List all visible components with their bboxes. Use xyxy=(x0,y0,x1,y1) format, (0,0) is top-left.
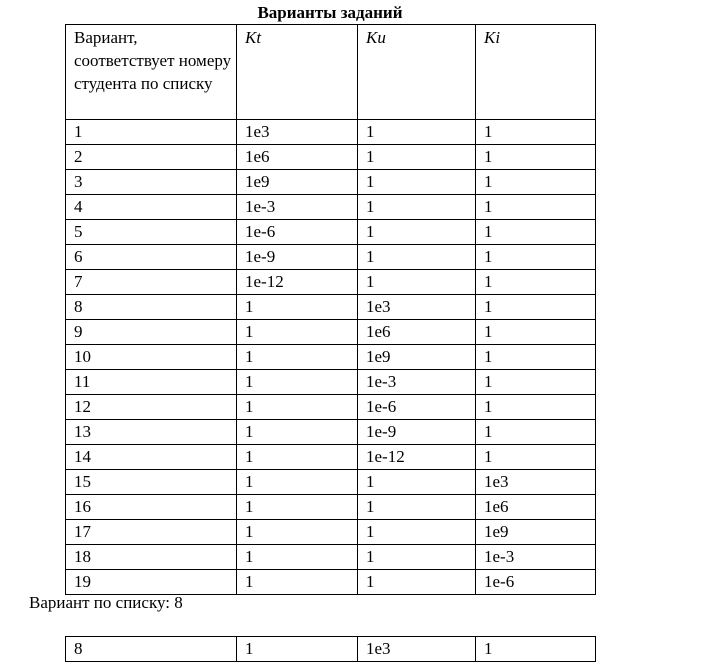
cell-ki: 1 xyxy=(476,120,596,145)
table-row xyxy=(66,270,596,295)
cell-ku: 1 xyxy=(358,545,476,570)
cell-kt: 1 xyxy=(237,445,358,470)
cell-kt: 1 xyxy=(237,320,358,345)
selected-kt: 1 xyxy=(237,637,358,662)
cell-ki: 1 xyxy=(476,370,596,395)
cell-ku: 1 xyxy=(358,495,476,520)
selected-row xyxy=(66,637,596,662)
cell-kt: 1e-3 xyxy=(237,195,358,220)
header-ki: Ki xyxy=(476,25,596,120)
cell-variant: 12 xyxy=(66,395,237,420)
header-kt: Kt xyxy=(237,25,358,120)
cell-variant: 6 xyxy=(66,245,237,270)
table-row xyxy=(66,220,596,245)
cell-ki: 1e-6 xyxy=(476,570,596,595)
cell-variant: 1 xyxy=(66,120,237,145)
cell-kt: 1e-12 xyxy=(237,270,358,295)
cell-ku: 1 xyxy=(358,195,476,220)
cell-ki: 1 xyxy=(476,445,596,470)
cell-variant: 19 xyxy=(66,570,237,595)
table-row xyxy=(66,195,596,220)
cell-ku: 1 xyxy=(358,570,476,595)
table-row xyxy=(66,245,596,270)
cell-ku: 1e6 xyxy=(358,320,476,345)
cell-ki: 1 xyxy=(476,245,596,270)
table-row xyxy=(66,545,596,570)
cell-kt: 1 xyxy=(237,495,358,520)
cell-kt: 1 xyxy=(237,295,358,320)
cell-ku: 1 xyxy=(358,220,476,245)
cell-ku: 1e-9 xyxy=(358,420,476,445)
cell-ki: 1e9 xyxy=(476,520,596,545)
cell-kt: 1e6 xyxy=(237,145,358,170)
selected-ku: 1e3 xyxy=(358,637,476,662)
cell-kt: 1 xyxy=(237,345,358,370)
table-row xyxy=(66,145,596,170)
variants-table xyxy=(65,24,596,595)
cell-ki: 1 xyxy=(476,145,596,170)
cell-variant: 3 xyxy=(66,170,237,195)
cell-ki: 1e-3 xyxy=(476,545,596,570)
table-row xyxy=(66,420,596,445)
cell-ki: 1 xyxy=(476,295,596,320)
cell-kt: 1e3 xyxy=(237,120,358,145)
header-ku: Ku xyxy=(358,25,476,120)
table-row xyxy=(66,170,596,195)
table-row xyxy=(66,395,596,420)
cell-ku: 1 xyxy=(358,145,476,170)
cell-ki: 1 xyxy=(476,195,596,220)
table-row xyxy=(66,345,596,370)
cell-ku: 1e-12 xyxy=(358,445,476,470)
table-row xyxy=(66,445,596,470)
cell-ku: 1 xyxy=(358,170,476,195)
header-variant: Вариант, соответствует номеру студента по списку xyxy=(66,25,237,120)
table-header-row xyxy=(66,25,596,120)
selected-variant: 8 xyxy=(66,637,237,662)
page-title: Варианты заданий xyxy=(257,3,403,22)
cell-ku: 1e-3 xyxy=(358,370,476,395)
table-row xyxy=(66,320,596,345)
cell-ki: 1e6 xyxy=(476,495,596,520)
cell-kt: 1 xyxy=(237,420,358,445)
table-row xyxy=(66,470,596,495)
cell-kt: 1 xyxy=(237,545,358,570)
table-row xyxy=(66,520,596,545)
cell-ki: 1 xyxy=(476,220,596,245)
table-row xyxy=(66,370,596,395)
cell-ku: 1 xyxy=(358,270,476,295)
cell-variant: 4 xyxy=(66,195,237,220)
cell-ki: 1 xyxy=(476,395,596,420)
cell-kt: 1e-6 xyxy=(237,220,358,245)
cell-variant: 11 xyxy=(66,370,237,395)
table-row xyxy=(66,570,596,595)
cell-variant: 8 xyxy=(66,295,237,320)
cell-ki: 1 xyxy=(476,420,596,445)
cell-variant: 18 xyxy=(66,545,237,570)
cell-ki: 1 xyxy=(476,270,596,295)
selected-variant-table xyxy=(65,636,596,662)
cell-variant: 5 xyxy=(66,220,237,245)
cell-kt: 1 xyxy=(237,370,358,395)
cell-ki: 1 xyxy=(476,345,596,370)
cell-ku: 1 xyxy=(358,520,476,545)
cell-ki: 1 xyxy=(476,170,596,195)
cell-variant: 14 xyxy=(66,445,237,470)
selected-ki: 1 xyxy=(476,637,596,662)
table-row xyxy=(66,120,596,145)
cell-ku: 1e9 xyxy=(358,345,476,370)
cell-variant: 15 xyxy=(66,470,237,495)
cell-variant: 16 xyxy=(66,495,237,520)
cell-ku: 1e-6 xyxy=(358,395,476,420)
cell-ki: 1e3 xyxy=(476,470,596,495)
cell-variant: 17 xyxy=(66,520,237,545)
cell-kt: 1 xyxy=(237,520,358,545)
cell-variant: 9 xyxy=(66,320,237,345)
cell-ku: 1 xyxy=(358,245,476,270)
cell-variant: 13 xyxy=(66,420,237,445)
table-row xyxy=(66,295,596,320)
cell-kt: 1 xyxy=(237,470,358,495)
cell-variant: 10 xyxy=(66,345,237,370)
cell-kt: 1 xyxy=(237,570,358,595)
cell-ki: 1 xyxy=(476,320,596,345)
cell-ku: 1 xyxy=(358,470,476,495)
cell-kt: 1e9 xyxy=(237,170,358,195)
variant-line: Вариант по списку: 8 xyxy=(29,593,183,612)
cell-variant: 7 xyxy=(66,270,237,295)
cell-kt: 1e-9 xyxy=(237,245,358,270)
cell-variant: 2 xyxy=(66,145,237,170)
cell-kt: 1 xyxy=(237,395,358,420)
cell-ku: 1 xyxy=(358,120,476,145)
table-row xyxy=(66,495,596,520)
cell-ku: 1e3 xyxy=(358,295,476,320)
